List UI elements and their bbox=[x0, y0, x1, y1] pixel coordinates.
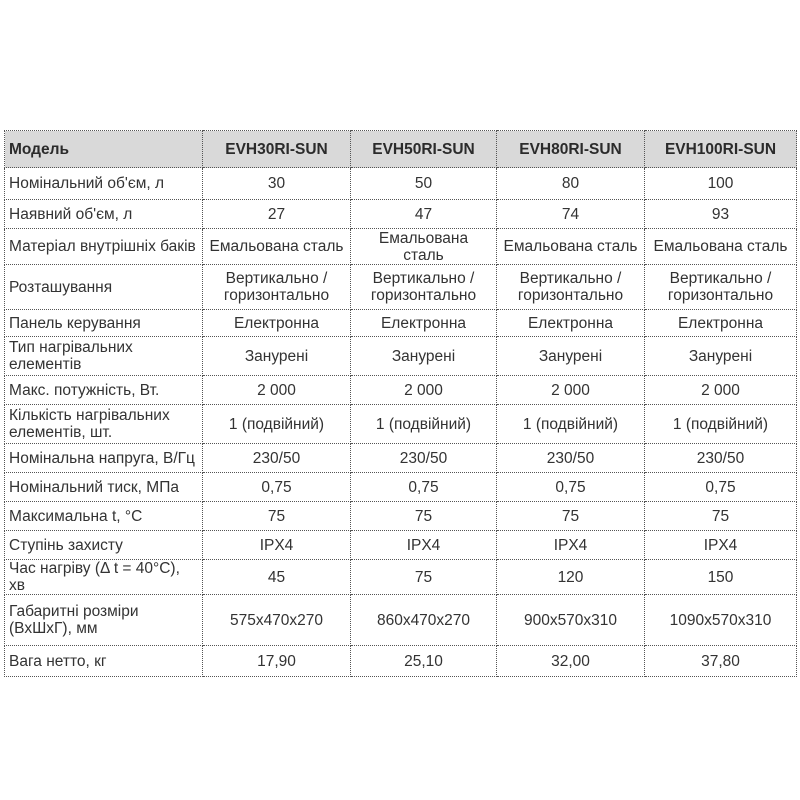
param-label: Максимальна t, °С bbox=[5, 502, 203, 531]
param-label: Розташування bbox=[5, 265, 203, 310]
param-value: 75 bbox=[351, 502, 497, 531]
param-label: Матеріал внутрішніх баків bbox=[5, 229, 203, 265]
header-model: EVH50RI-SUN bbox=[351, 131, 497, 168]
param-value: 575x470x270 bbox=[203, 595, 351, 646]
table-row bbox=[5, 310, 797, 337]
param-value: 50 bbox=[351, 168, 497, 200]
table-row bbox=[5, 405, 797, 444]
table-body bbox=[5, 168, 797, 677]
param-value: Вертикально / горизонтально bbox=[645, 265, 797, 310]
param-value: 17,90 bbox=[203, 646, 351, 677]
table-row bbox=[5, 444, 797, 473]
param-value: Вертикально / горизонтально bbox=[351, 265, 497, 310]
param-label: Габаритні розміри (ВхШхГ), мм bbox=[5, 595, 203, 646]
param-value: 32,00 bbox=[497, 646, 645, 677]
param-value: 860x470x270 bbox=[351, 595, 497, 646]
param-value: 2 000 bbox=[497, 376, 645, 405]
param-value: Емальована сталь bbox=[497, 229, 645, 265]
table-row bbox=[5, 502, 797, 531]
param-value: 75 bbox=[497, 502, 645, 531]
header-model: EVH100RI-SUN bbox=[645, 131, 797, 168]
param-value: 120 bbox=[497, 560, 645, 595]
param-value: 0,75 bbox=[645, 473, 797, 502]
table-row bbox=[5, 200, 797, 229]
param-value: 74 bbox=[497, 200, 645, 229]
param-value: 80 bbox=[497, 168, 645, 200]
param-value: 1 (подвійний) bbox=[203, 405, 351, 444]
table-row bbox=[5, 473, 797, 502]
table-row bbox=[5, 229, 797, 265]
param-value: IPX4 bbox=[497, 531, 645, 560]
table-row bbox=[5, 376, 797, 405]
param-value: Електронна bbox=[203, 310, 351, 337]
param-value: 0,75 bbox=[351, 473, 497, 502]
param-value: Занурені bbox=[351, 337, 497, 376]
param-label: Номінальний тиск, МПа bbox=[5, 473, 203, 502]
param-value: 1 (подвійний) bbox=[351, 405, 497, 444]
param-value: Електронна bbox=[497, 310, 645, 337]
param-value: 1090x570x310 bbox=[645, 595, 797, 646]
param-value: 27 bbox=[203, 200, 351, 229]
param-value: 75 bbox=[645, 502, 797, 531]
table-row bbox=[5, 531, 797, 560]
param-value: 100 bbox=[645, 168, 797, 200]
param-value: 230/50 bbox=[203, 444, 351, 473]
specifications-table bbox=[4, 130, 797, 677]
param-label: Макс. потужність, Вт. bbox=[5, 376, 203, 405]
param-value: 93 bbox=[645, 200, 797, 229]
param-value: 1 (подвійний) bbox=[497, 405, 645, 444]
table-row bbox=[5, 265, 797, 310]
header-model: EVH30RI-SUN bbox=[203, 131, 351, 168]
param-value: Електронна bbox=[351, 310, 497, 337]
param-value: Вертикально / горизонтально bbox=[497, 265, 645, 310]
param-value: IPX4 bbox=[351, 531, 497, 560]
param-value: 0,75 bbox=[497, 473, 645, 502]
table-row bbox=[5, 646, 797, 677]
param-value: 0,75 bbox=[203, 473, 351, 502]
table-row bbox=[5, 337, 797, 376]
table-row bbox=[5, 595, 797, 646]
param-value: 75 bbox=[351, 560, 497, 595]
param-value: 1 (подвійний) bbox=[645, 405, 797, 444]
table-row bbox=[5, 560, 797, 595]
param-label: Тип нагрівальних елементів bbox=[5, 337, 203, 376]
param-value: 25,10 bbox=[351, 646, 497, 677]
param-label: Номінальна напруга, В/Гц bbox=[5, 444, 203, 473]
param-value: Занурені bbox=[645, 337, 797, 376]
param-label: Час нагріву (Δ t = 40°C), хв bbox=[5, 560, 203, 595]
param-label: Наявний об'єм, л bbox=[5, 200, 203, 229]
param-value: Електронна bbox=[645, 310, 797, 337]
param-value: 47 bbox=[351, 200, 497, 229]
param-label: Ступінь захисту bbox=[5, 531, 203, 560]
param-value: 230/50 bbox=[497, 444, 645, 473]
param-value: Занурені bbox=[203, 337, 351, 376]
table-row bbox=[5, 168, 797, 200]
param-value: 900x570x310 bbox=[497, 595, 645, 646]
param-value: IPX4 bbox=[203, 531, 351, 560]
param-value: 2 000 bbox=[203, 376, 351, 405]
header-model: EVH80RI-SUN bbox=[497, 131, 645, 168]
param-value: IPX4 bbox=[645, 531, 797, 560]
param-label: Вага нетто, кг bbox=[5, 646, 203, 677]
param-label: Кількість нагрівальних елементів, шт. bbox=[5, 405, 203, 444]
param-value: 37,80 bbox=[645, 646, 797, 677]
param-value: 30 bbox=[203, 168, 351, 200]
param-value: Емальована сталь bbox=[645, 229, 797, 265]
param-value: Емальована сталь bbox=[203, 229, 351, 265]
param-value: 2 000 bbox=[645, 376, 797, 405]
param-value: 230/50 bbox=[645, 444, 797, 473]
param-value: 45 bbox=[203, 560, 351, 595]
param-label: Номінальний об'єм, л bbox=[5, 168, 203, 200]
param-value: 2 000 bbox=[351, 376, 497, 405]
param-value: 150 bbox=[645, 560, 797, 595]
param-value: 75 bbox=[203, 502, 351, 531]
param-label: Панель керування bbox=[5, 310, 203, 337]
header-param: Модель bbox=[5, 131, 203, 168]
param-value: 230/50 bbox=[351, 444, 497, 473]
param-value: Емальована сталь bbox=[351, 229, 497, 265]
param-value: Занурені bbox=[497, 337, 645, 376]
param-value: Вертикально / горизонтально bbox=[203, 265, 351, 310]
header-row bbox=[5, 131, 797, 168]
